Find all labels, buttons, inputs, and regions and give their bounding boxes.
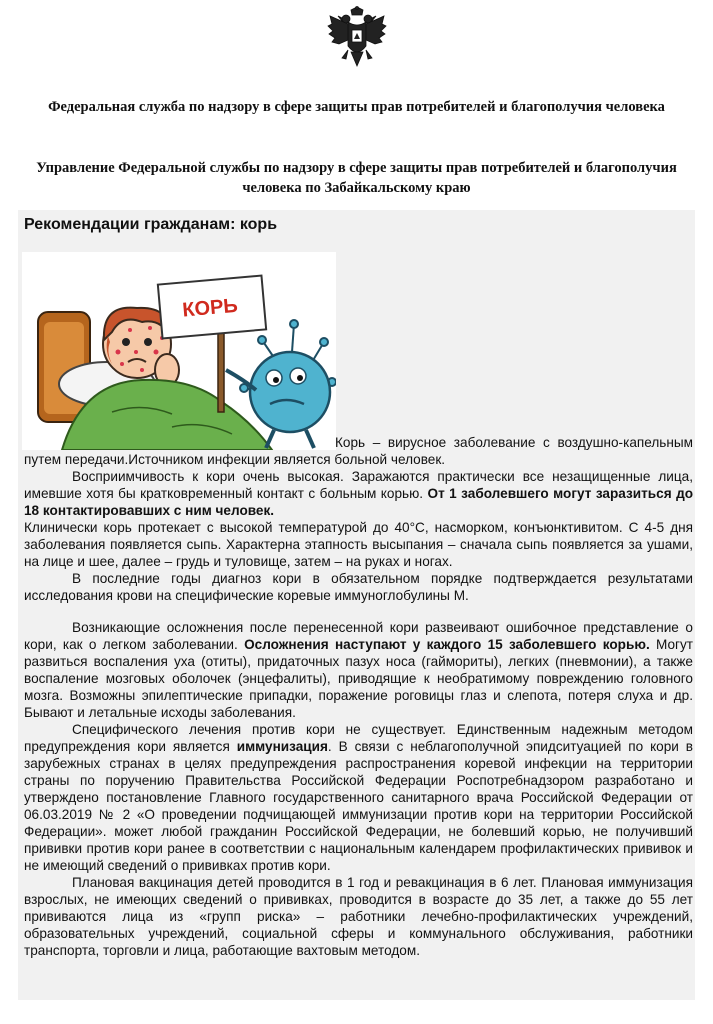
paragraph-immunization: [24, 721, 693, 874]
paragraph-susceptibility: [24, 468, 693, 519]
article-title: Рекомендации гражданам: корь: [24, 216, 278, 233]
text: Могут развиться воспаления уха (отиты), придаточных пазух носа (гаймориты), легких (пневмонии), а также воспаление мозговых оболочек (энцефалиты), приводящие к необратимому повреждению головного мозга. Возможны эпилептические припадки, поражение роговицы глаз и слепота, потеря слуха и др. Бывают и летальные исходы заболевания.: [24, 637, 693, 720]
article-body: [24, 434, 693, 959]
bold-text: Осложнения наступают у каждого 15 заболевшего корью.: [244, 637, 650, 652]
paragraph-complications: [24, 619, 693, 721]
regional-office-name: Управление Федеральной службы по надзору в сфере защиты прав потребителей и благополучия человека по Забайкальскому краю: [36, 160, 677, 196]
illustration: [22, 252, 336, 450]
text: . В связи с неблагополучной эпидситуацией по кори в зарубежных странах в целях предупреждения распространения коревой инфекции на территории страны по поручению Правительства Российской Федерации Роспотребнадзором разработано и утверждено постановление Главного государственного санитарного врача Российской Федерации от 06.03.2019 № 2 «О проведении подчищающей иммунизации против кори на территории Российской Федерации». может любой гражданин Российской Федерации, не болевший корью, не получивший прививки против кори ранее в соответствии с национальным календарем профилактических прививок и не имеющий сведений о прививках против кори.: [24, 739, 693, 873]
bold-text: иммунизация: [236, 739, 328, 754]
text: Возникающие осложнения после перенесенной кори развеивают ошибочное представление о кори, как о легком заболевании.: [24, 620, 693, 652]
emblem-icon: [324, 6, 390, 72]
text: Восприимчивость к кори очень высокая. Заражаются практически все незащищенные лица, имевшие хотя бы кратковременный контакт с больным корью.: [24, 469, 693, 501]
organization-name: Федеральная служба по надзору в сфере защиты прав потребителей и благополучия человека: [48, 99, 665, 115]
paragraph-clinical: Клинически корь протекает с высокой температурой до 40°С, насморком, конъюнктивитом. С 4-5 дня заболевания появляется сыпь. Характерна этапность высыпания – сначала сыпь появляется за ушами, на лице и шее, далее – грудь и туловище, затем – на руках и ногах.: [24, 520, 693, 569]
bold-text: От 1 заболевшего могут заразиться до 18 контактировавших с ним человек.: [24, 486, 693, 518]
text: Специфического лечения против кори не существует. Единственным надежным методом предупреждения кори является: [24, 722, 693, 754]
paragraph-definition: Корь – вирусное заболевание с воздушно-капельным путем передачи.Источником инфекции является больной человек.: [24, 435, 693, 467]
sign-text: КОРЬ: [181, 294, 239, 322]
paragraph-vaccination-schedule: Плановая вакцинация детей проводится в 1 год и ревакцинация в 6 лет. Плановая иммунизация взрослых, не имеющих сведений о прививках, проводится в возрасте до 35 лет, а также до 55 лет прививаются лица из «групп риска» – работники лечебно-профилактических учреждений, образовательных учреждений, социальной сферы и коммунального обслуживания, работники транспорта, торговли и лица, работающие вахтовым методом.: [24, 875, 693, 958]
paragraph-diagnosis: В последние годы диагноз кори в обязательном порядке подтверждается результатами исследования крови на специфические коревые иммуноглобулины М.: [24, 571, 693, 603]
